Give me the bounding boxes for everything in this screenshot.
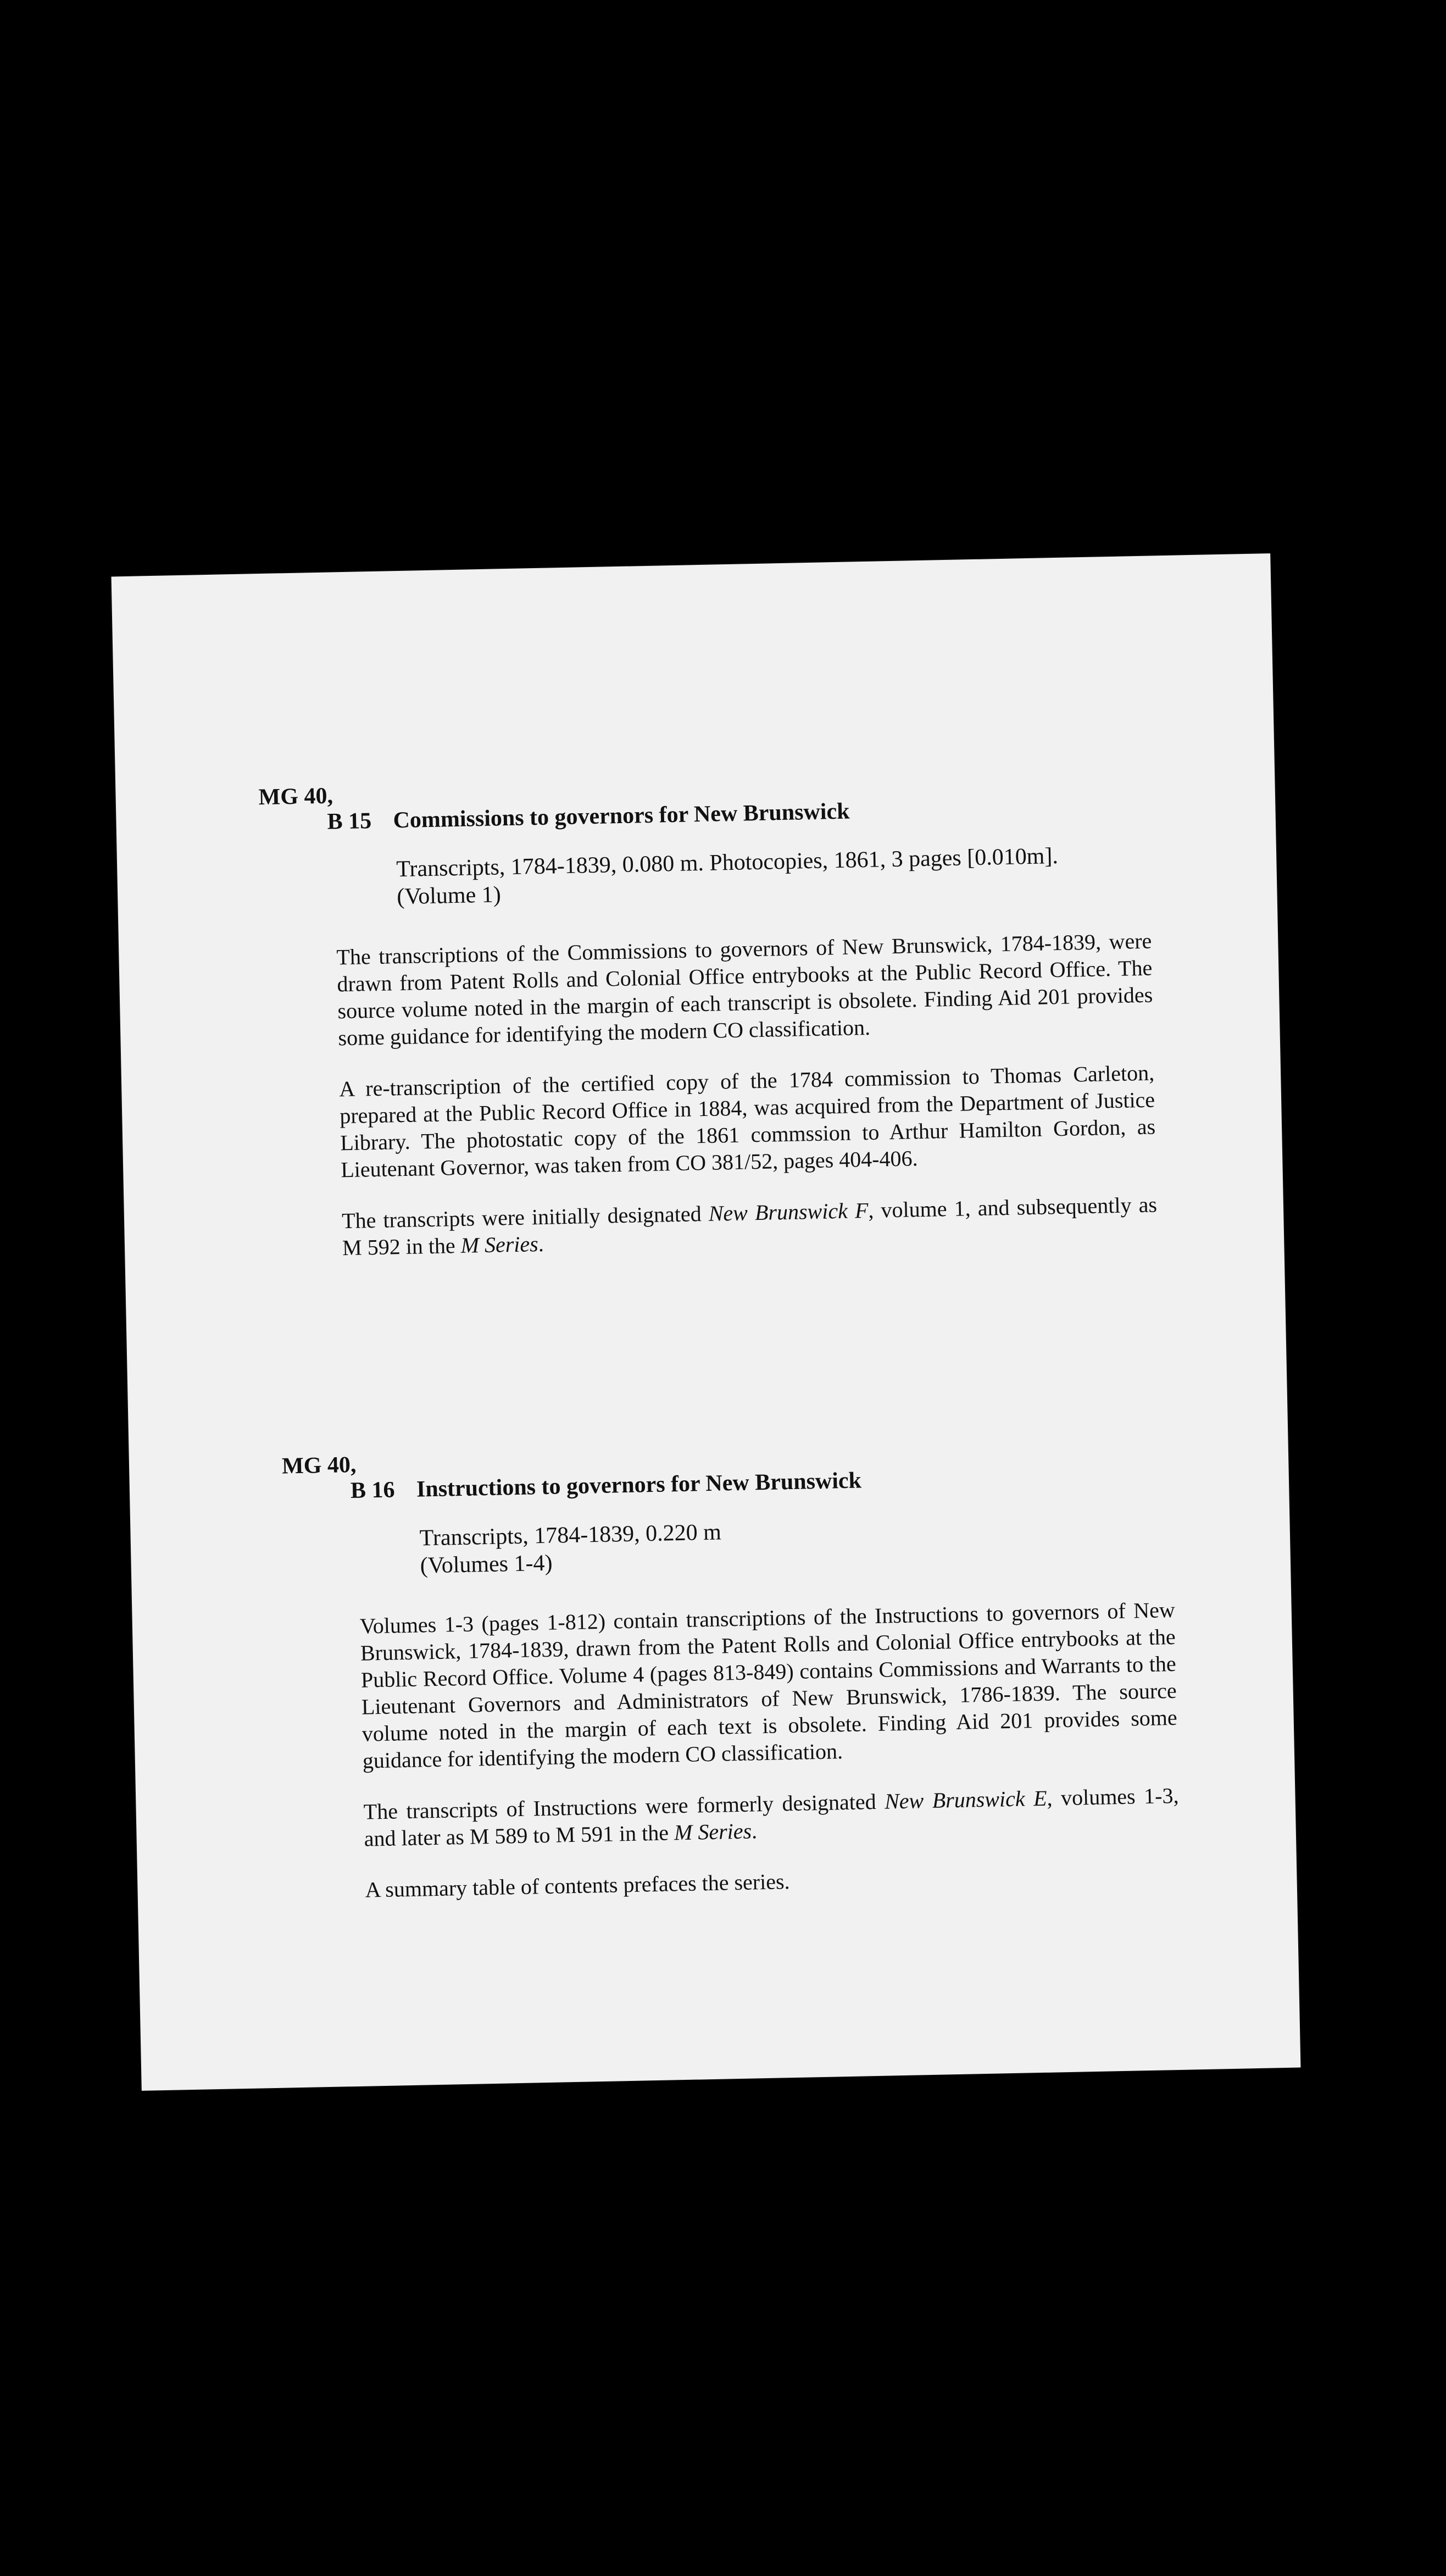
series-title: Instructions to governors for New Brunswick [416, 1468, 862, 1502]
volume-line: (Volume 1) [396, 882, 502, 910]
text-run: . [538, 1231, 544, 1257]
text-run: . [751, 1818, 758, 1844]
italic-title: New Brunswick E [884, 1785, 1047, 1814]
extent-block [396, 841, 1107, 911]
series-code: B 16 [350, 1477, 395, 1504]
description-paragraph: The transcriptions of the Commissions to governors of New Brunswick, 1784-1839, were drawn from Patent Rolls and Colonial Office entrybooks at the Public Record Office. The source volume noted in the margin of each transcript is obsolete. Finding Aid 201 provides some guidance for identifying the modern CO classification. [336, 928, 1153, 1051]
extent-line: Transcripts, 1784-1839, 0.220 m [419, 1519, 722, 1551]
entry-b16 [281, 1437, 1179, 1905]
text-run: , volumes 1-3, and later as M 589 to M 591 in the [364, 1783, 1179, 1851]
description-paragraph: Volumes 1-3 (pages 1-812) contain transcriptions of the Instructions to governors of New Brunswick, 1784-1839, drawn from the Patent Rolls and Colonial Office entrybooks at the Public Record Office. Volume 4 (pages 813-849) contains Commissions and Warrants to the Lieutenant Governors and Administrators of New Brunswick, 1786-1839. The source volume noted in the margin of each text is obsolete. Finding Aid 201 provides some guidance for identifying the modern CO classification. [359, 1597, 1178, 1773]
extent-line: Transcripts, 1784-1839, 0.080 m. Photocopies, 1861, 3 pages [0.010m]. [396, 843, 1059, 882]
series-title: Commissions to governors for New Brunswick [393, 798, 850, 834]
designation-paragraph [342, 1191, 1158, 1261]
designation-paragraph [363, 1782, 1180, 1852]
record-group-label: MG 40, [281, 1452, 357, 1479]
description-paragraph: A re-transcription of the certified copy of the 1784 commission to Thomas Carleton, prepared at the Public Record Office in 1884, was acquired from the Department of Justice Library. The photostatic copy of the 1861 commssion to Arthur Hamilton Gordon, as Lieutenant Governor, was taken from CO 381/52, pages 404-406. [338, 1060, 1156, 1182]
summary-paragraph: A summary table of contents prefaces the series. [365, 1869, 790, 1902]
text-run: The transcripts were initially designated [341, 1201, 709, 1234]
document-page [112, 553, 1301, 2091]
text-run: , volume 1, and subsequently as M 592 in the [342, 1192, 1158, 1261]
record-group-label: MG 40, [258, 783, 333, 810]
italic-title: New Brunswick F [708, 1198, 869, 1226]
volume-line: (Volumes 1-4) [420, 1550, 553, 1579]
entry-b15 [258, 768, 1158, 1263]
series-code: B 15 [327, 808, 372, 835]
italic-title: M Series [674, 1818, 752, 1845]
text-run: The transcripts of Instructions were formerly designated [363, 1789, 885, 1824]
italic-title: M Series [460, 1231, 539, 1258]
extent-block [419, 1511, 1130, 1580]
